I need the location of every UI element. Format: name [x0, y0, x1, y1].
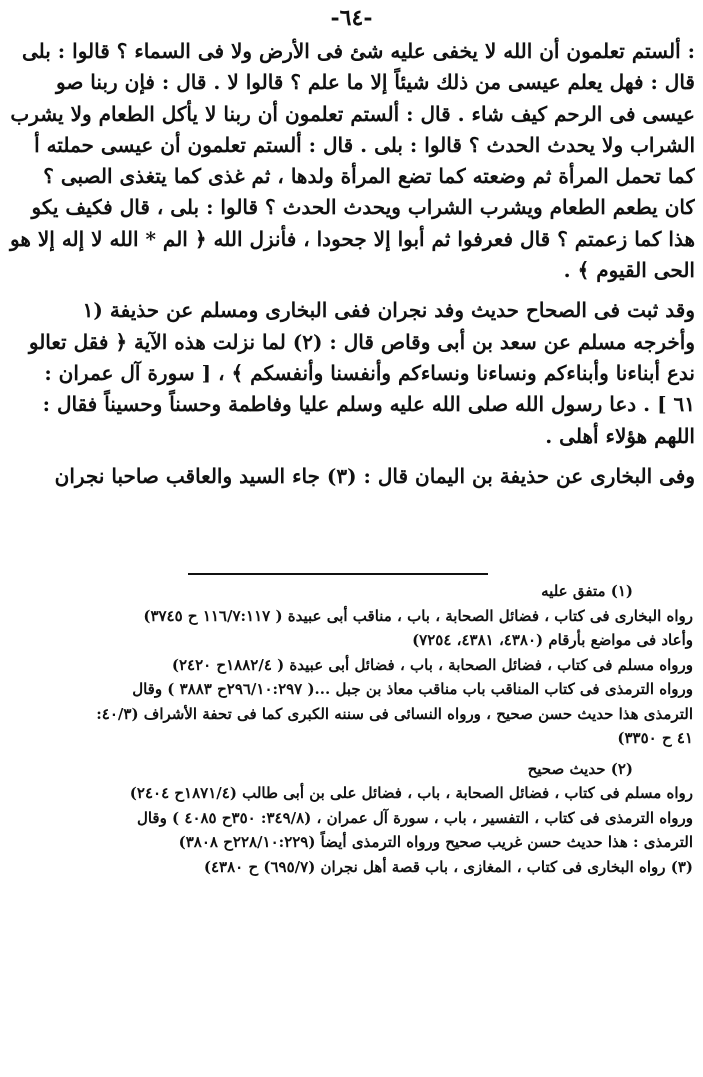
- footnote-line: رواه مسلم فى كتاب ، فضائل الصحابة ، باب ، فضائل على بن أبى طالب (١٨٧١/٤ح ٢٤٠٤): [129, 784, 693, 802]
- footnote-heading: (٢) حديث صحيح: [527, 759, 633, 778]
- page-number: -٦٤-: [330, 5, 373, 31]
- footnotes: [3, 579, 693, 879]
- text-line: الشراب ولا يحدث الحدث ؟ قالوا : بلى . قال : ألستم تعلمون أن عيسى حملته أ: [34, 132, 695, 157]
- text-line: وفى البخارى عن حذيفة بن اليمان قال : (٣) جاء السيد والعاقب صاحبا نجران: [54, 463, 695, 488]
- text-line: اللهم هؤلاء أهلى .: [545, 423, 695, 448]
- text-line: كان يطعم الطعام ويشرب الشراب ويحدث الحدث ؟ قالوا : بلى ، قال فكيف يكو: [31, 195, 695, 220]
- main-text: [0, 36, 695, 492]
- text-line: عيسى فى الرحم كيف شاء . قال : ألستم تعلمون أن ربنا لا يأكل الطعام ولا يشرب: [10, 101, 695, 126]
- text-line: : ألستم تعلمون أن الله لا يخفى عليه شئ فى الأرض ولا فى السماء ؟ قالوا : بلى: [21, 39, 695, 63]
- text-line: كما تحمل المرأة ثم وضعته كما تضع المرأة ولدها ، ثم غذى كما يتغذى الصبى ؟: [43, 164, 695, 189]
- text-line: وأخرجه مسلم عن سعد بن أبى وقاص قال : (٢) لما نزلت هذه الآية ﴿ فقل تعالو: [28, 329, 695, 354]
- text-line: ندع أبناءنا وأبناءكم ونساءنا ونساءكم وأنفسنا وأنفسكم ﴾ ، [ سورة آل عمران :: [44, 360, 695, 385]
- footnote-line: ٤١ ح ٣٣٥٠): [617, 729, 693, 747]
- text-line: هذا كما زعمتم ؟ قال فعرفوا ثم أبوا إلا جحودا ، فأنزل الله ﴿ الم * الله لا إله إلا هو: [10, 226, 695, 251]
- footnote-line: رواه البخارى فى كتاب ، فضائل الصحابة ، باب ، مناقب أبى عبيدة ( ١١٦/٧:١١٧ ح ٣٧٤٥): [143, 606, 693, 625]
- footnote-line: (٣) رواه البخارى فى كتاب ، المغازى ، باب قصة أهل نجران (٦٩٥/٧) ح ٤٣٨٠): [203, 857, 693, 876]
- footnote-line: ورواه الترمذى فى كتاب المناقب باب مناقب معاذ بن جبل ...( ٢٩٦/١٠:٢٩٧ح ٣٨٨٣ ) وقال: [132, 680, 693, 698]
- footnote-line: وأعاد فى مواضع بأرقام (٤٣٨٠، ٤٣٨١، ٧٢٥٤): [412, 631, 693, 649]
- footnote-line: الترمذى : هذا حديث حسن غريب صحيح ورواه الترمذى أيضاً (٢٢٨/١٠:٢٢٩ح ٣٨٠٨): [178, 833, 693, 851]
- footnote-line: ورواه مسلم فى كتاب ، فضائل الصحابة ، باب ، فضائل أبى عبيدة ( ١٨٨٢/٤ح ٢٤٢٠): [171, 655, 693, 674]
- footnote-line: الترمذى هذا حديث حسن صحيح ، ورواه النسائى فى سننه الكبرى كما فى تحفة الأشراف (٤٠/٣:: [96, 704, 693, 723]
- footnote-heading: (١) متفق عليه: [541, 582, 633, 600]
- text-line: الحى القيوم ﴾ .: [563, 258, 695, 283]
- footnote-separator: [188, 573, 488, 575]
- text-line: قال : فهل يعلم عيسى من ذلك شيئاً إلا ما علم ؟ قالوا لا . قال : فإن ربنا صو: [56, 70, 695, 95]
- footnote-line: ورواه الترمذى فى كتاب ، التفسير ، باب ، سورة آل عمران ، (٣٤٩/٨: ٣٥٠ح ٤٠٨٥ ) وقال: [136, 808, 693, 827]
- text-line: وقد ثبت فى الصحاح حديث وفد نجران ففى البخارى ومسلم عن حذيفة (١: [82, 298, 695, 323]
- text-line: ٦١ ] . دعا رسول الله صلى الله عليه وسلم عليا وفاطمة وحسناً وحسيناً فقال :: [42, 392, 695, 417]
